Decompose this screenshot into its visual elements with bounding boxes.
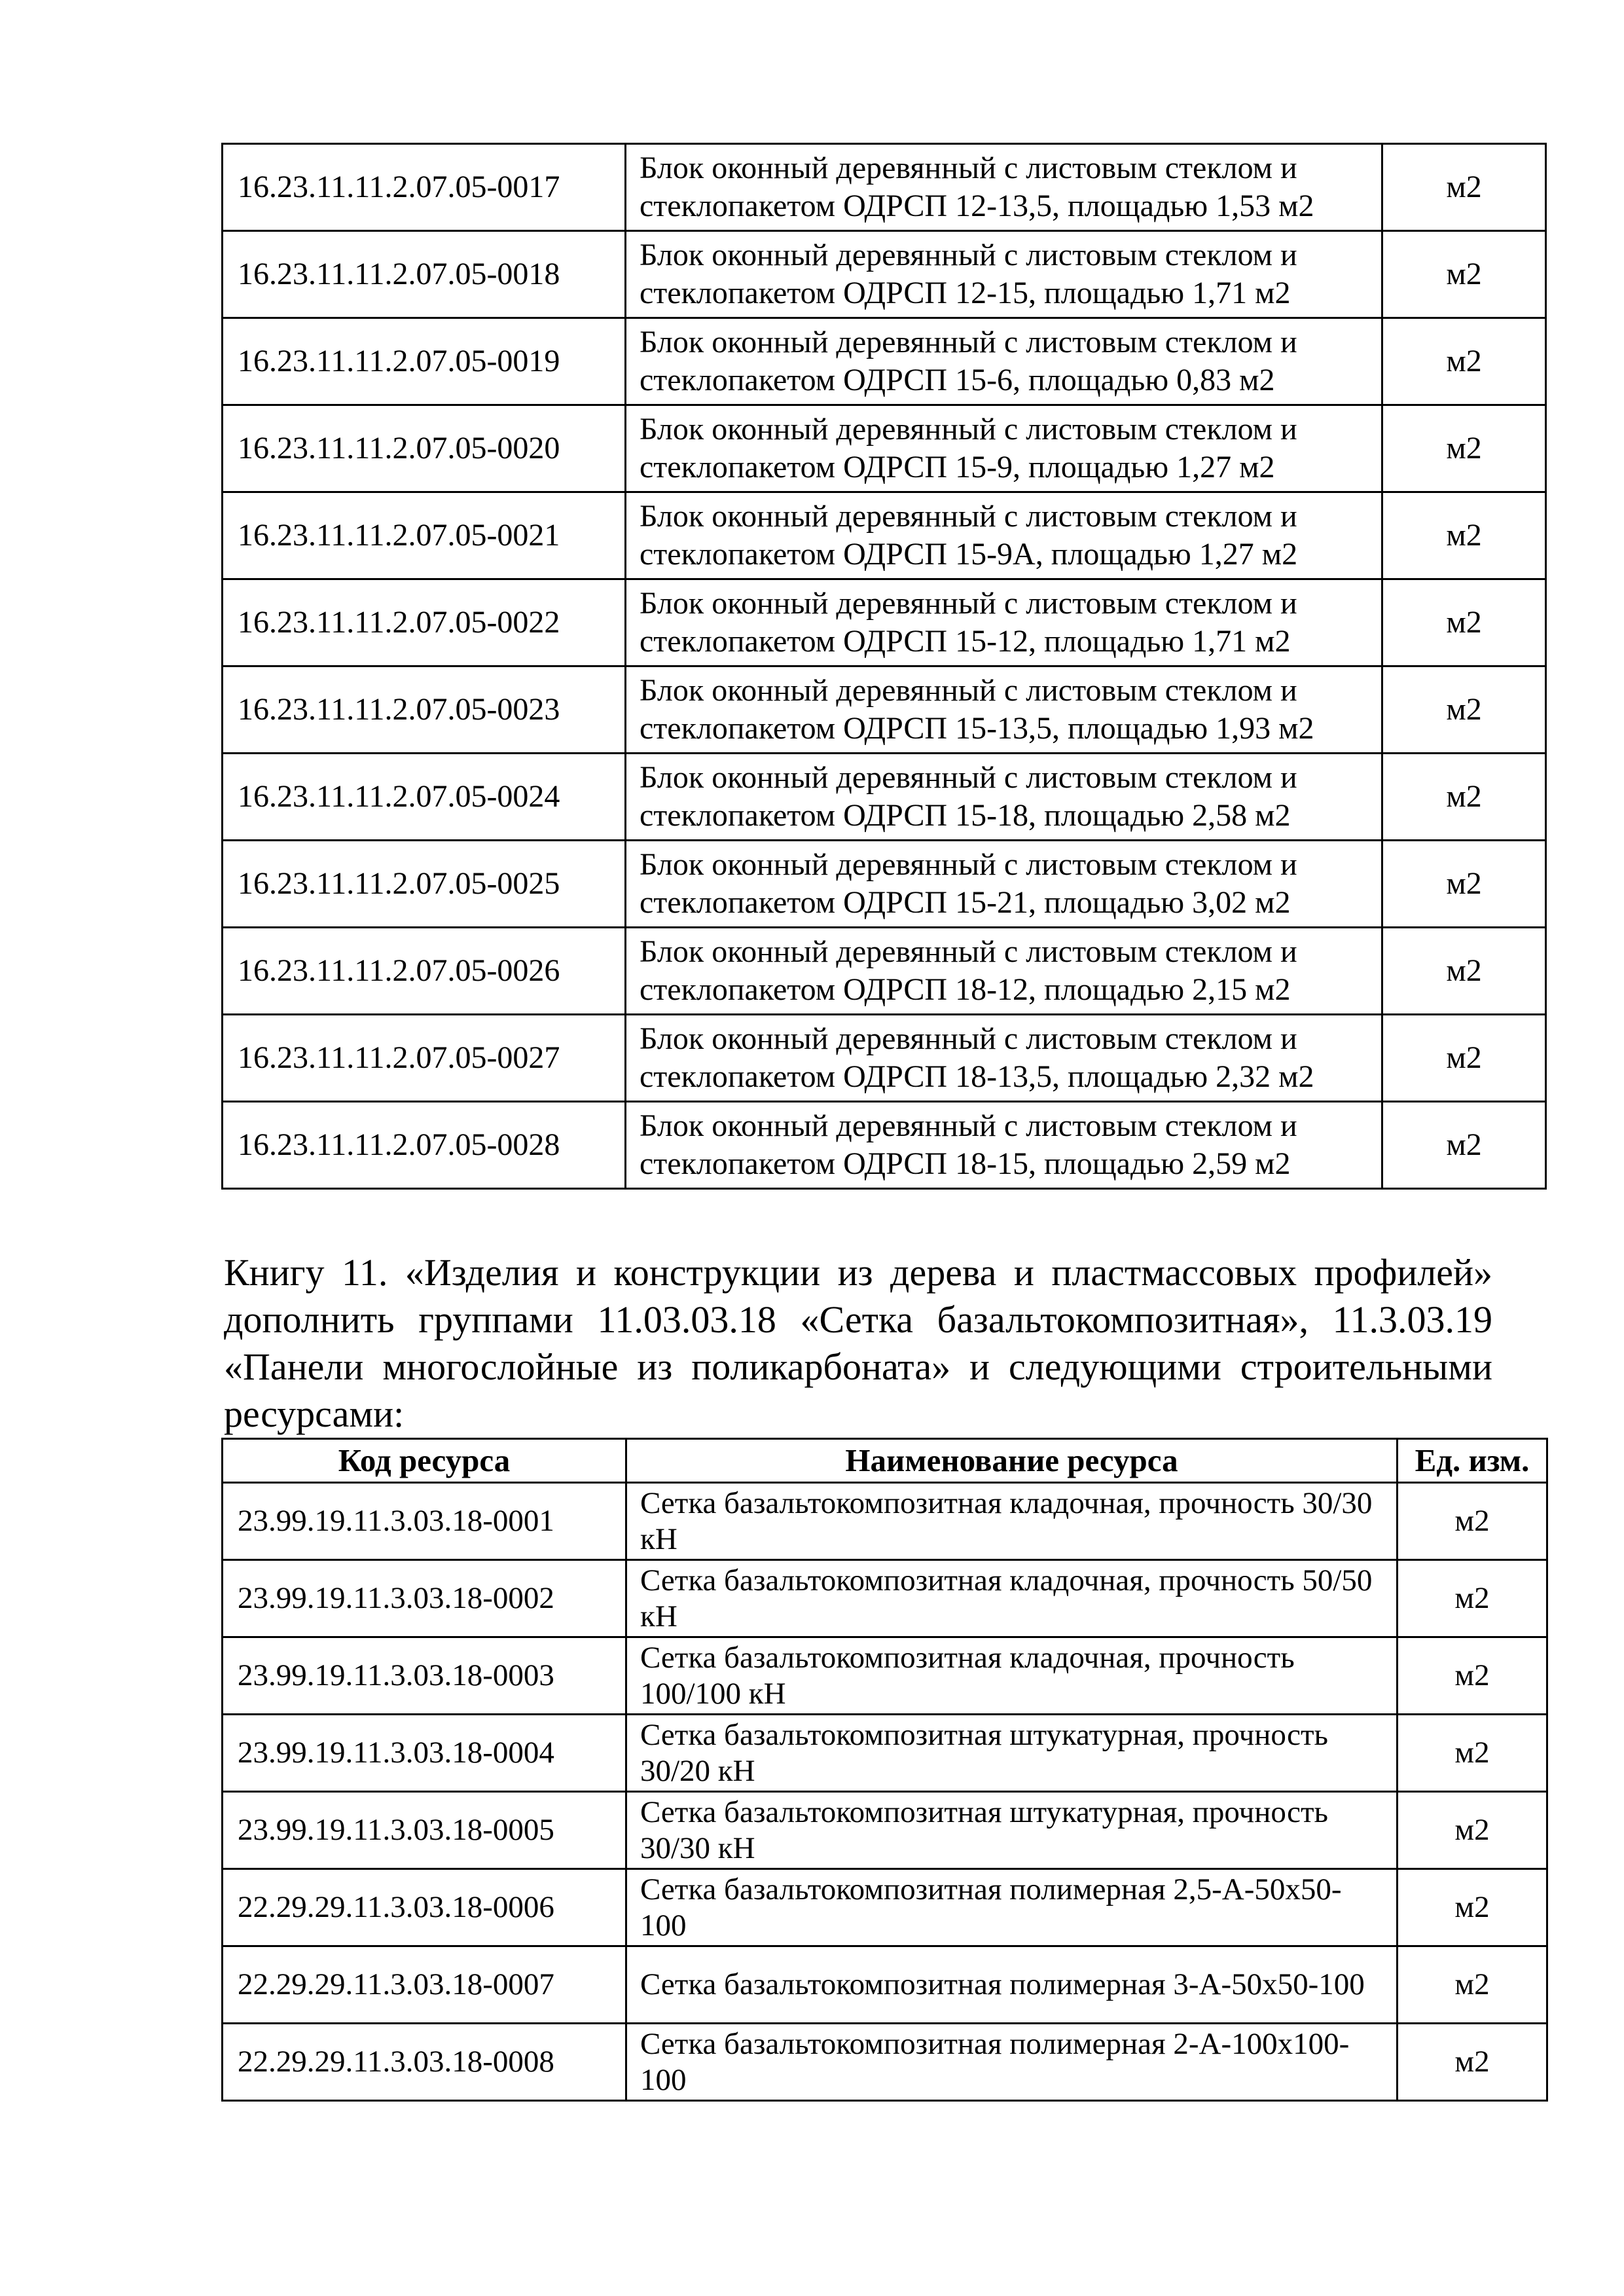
resource-code: 22.29.29.11.3.03.18-0007 xyxy=(223,1946,626,2024)
resource-name: Сетка базальтокомпозитная полимерная 2-А-100х100-100 xyxy=(626,2024,1398,2101)
table-row xyxy=(223,928,1546,1015)
resource-code: 23.99.19.11.3.03.18-0001 xyxy=(223,1483,626,1560)
header-name: Наименование ресурса xyxy=(626,1439,1398,1483)
resource-unit: м2 xyxy=(1382,928,1546,1015)
resource-name: Блок оконный деревянный с листовым стеклом и стеклопакетом ОДРСП 15-9А, площадью 1,27 м2 xyxy=(626,492,1382,579)
resource-name: Блок оконный деревянный с листовым стеклом и стеклопакетом ОДРСП 18-13,5, площадью 2,32 м2 xyxy=(626,1015,1382,1102)
resources-table-mesh xyxy=(221,1438,1548,2102)
table-row xyxy=(223,405,1546,492)
table-row xyxy=(223,1869,1547,1946)
resource-name: Сетка базальтокомпозитная полимерная 3-А-50х50-100 xyxy=(626,1946,1398,2024)
resource-name: Блок оконный деревянный с листовым стеклом и стеклопакетом ОДРСП 15-13,5, площадью 1,93 м2 xyxy=(626,666,1382,754)
resource-code: 16.23.11.11.2.07.05-0019 xyxy=(223,318,626,405)
resource-code: 22.29.29.11.3.03.18-0006 xyxy=(223,1869,626,1946)
table-row xyxy=(223,1715,1547,1792)
resource-unit: м2 xyxy=(1398,1946,1547,2024)
instruction-paragraph: Книгу 11. «Изделия и конструкции из дерева и пластмассовых профилей» дополнить группами 11.03.03.18 «Сетка базальтокомпозитная», 11.3.03.19 «Панели многослойные из поликарбоната» и следующими строительными ресурсами: xyxy=(224,1251,1492,1435)
table-row xyxy=(223,841,1546,928)
resource-unit: м2 xyxy=(1382,1102,1546,1189)
resource-unit: м2 xyxy=(1382,231,1546,318)
resource-name: Сетка базальтокомпозитная кладочная, прочность 30/30 кН xyxy=(626,1483,1398,1560)
resource-code: 16.23.11.11.2.07.05-0018 xyxy=(223,231,626,318)
table-row xyxy=(223,2024,1547,2101)
resource-unit: м2 xyxy=(1382,754,1546,841)
resource-unit: м2 xyxy=(1398,2024,1547,2101)
resource-code: 16.23.11.11.2.07.05-0020 xyxy=(223,405,626,492)
table-row xyxy=(223,1637,1547,1715)
resource-name: Блок оконный деревянный с листовым стеклом и стеклопакетом ОДРСП 12-13,5, площадью 1,53 м2 xyxy=(626,144,1382,231)
resource-code: 23.99.19.11.3.03.18-0005 xyxy=(223,1792,626,1869)
table-row xyxy=(223,579,1546,666)
resource-code: 23.99.19.11.3.03.18-0004 xyxy=(223,1715,626,1792)
resource-name: Блок оконный деревянный с листовым стеклом и стеклопакетом ОДРСП 15-21, площадью 3,02 м2 xyxy=(626,841,1382,928)
resource-unit: м2 xyxy=(1382,405,1546,492)
table-header-row xyxy=(223,1439,1547,1483)
table-row xyxy=(223,1946,1547,2024)
resource-code: 16.23.11.11.2.07.05-0017 xyxy=(223,144,626,231)
resource-unit: м2 xyxy=(1398,1637,1547,1715)
resource-code: 16.23.11.11.2.07.05-0024 xyxy=(223,754,626,841)
resource-code: 23.99.19.11.3.03.18-0003 xyxy=(223,1637,626,1715)
resource-unit: м2 xyxy=(1382,1015,1546,1102)
table-row xyxy=(223,1792,1547,1869)
resource-code: 16.23.11.11.2.07.05-0025 xyxy=(223,841,626,928)
table-row xyxy=(223,1015,1546,1102)
table-row xyxy=(223,1483,1547,1560)
resource-name: Блок оконный деревянный с листовым стеклом и стеклопакетом ОДРСП 18-12, площадью 2,15 м2 xyxy=(626,928,1382,1015)
header-unit: Ед. изм. xyxy=(1398,1439,1547,1483)
resource-name: Сетка базальтокомпозитная штукатурная, прочность 30/20 кН xyxy=(626,1715,1398,1792)
resource-unit: м2 xyxy=(1398,1869,1547,1946)
resource-unit: м2 xyxy=(1398,1483,1547,1560)
table-row xyxy=(223,754,1546,841)
resource-code: 22.29.29.11.3.03.18-0008 xyxy=(223,2024,626,2101)
resource-unit: м2 xyxy=(1382,318,1546,405)
resource-code: 16.23.11.11.2.07.05-0021 xyxy=(223,492,626,579)
resource-code: 16.23.11.11.2.07.05-0022 xyxy=(223,579,626,666)
resource-unit: м2 xyxy=(1382,579,1546,666)
resources-table-windows xyxy=(221,143,1547,1190)
resource-unit: м2 xyxy=(1382,841,1546,928)
resource-name: Блок оконный деревянный с листовым стеклом и стеклопакетом ОДРСП 12-15, площадью 1,71 м2 xyxy=(626,231,1382,318)
resource-name: Сетка базальтокомпозитная кладочная, прочность 50/50 кН xyxy=(626,1560,1398,1637)
resource-unit: м2 xyxy=(1398,1560,1547,1637)
resource-code: 16.23.11.11.2.07.05-0023 xyxy=(223,666,626,754)
resource-unit: м2 xyxy=(1382,492,1546,579)
table-row xyxy=(223,144,1546,231)
resource-name: Сетка базальтокомпозитная полимерная 2,5-А-50х50-100 xyxy=(626,1869,1398,1946)
resource-name: Блок оконный деревянный с листовым стеклом и стеклопакетом ОДРСП 15-12, площадью 1,71 м2 xyxy=(626,579,1382,666)
table-row xyxy=(223,492,1546,579)
resource-name: Блок оконный деревянный с листовым стеклом и стеклопакетом ОДРСП 15-6, площадью 0,83 м2 xyxy=(626,318,1382,405)
resource-name: Блок оконный деревянный с листовым стеклом и стеклопакетом ОДРСП 15-18, площадью 2,58 м2 xyxy=(626,754,1382,841)
resource-name: Сетка базальтокомпозитная штукатурная, прочность 30/30 кН xyxy=(626,1792,1398,1869)
resource-unit: м2 xyxy=(1382,666,1546,754)
table-row xyxy=(223,1560,1547,1637)
table-row xyxy=(223,1102,1546,1189)
resource-unit: м2 xyxy=(1398,1715,1547,1792)
table-row xyxy=(223,318,1546,405)
resource-code: 16.23.11.11.2.07.05-0027 xyxy=(223,1015,626,1102)
resource-code: 23.99.19.11.3.03.18-0002 xyxy=(223,1560,626,1637)
resource-name: Сетка базальтокомпозитная кладочная, прочность 100/100 кН xyxy=(626,1637,1398,1715)
resource-code: 16.23.11.11.2.07.05-0028 xyxy=(223,1102,626,1189)
header-code: Код ресурса xyxy=(223,1439,626,1483)
resource-code: 16.23.11.11.2.07.05-0026 xyxy=(223,928,626,1015)
resource-name: Блок оконный деревянный с листовым стеклом и стеклопакетом ОДРСП 15-9, площадью 1,27 м2 xyxy=(626,405,1382,492)
resource-unit: м2 xyxy=(1398,1792,1547,1869)
table-row xyxy=(223,666,1546,754)
table-row xyxy=(223,231,1546,318)
resource-unit: м2 xyxy=(1382,144,1546,231)
resource-name: Блок оконный деревянный с листовым стеклом и стеклопакетом ОДРСП 18-15, площадью 2,59 м2 xyxy=(626,1102,1382,1189)
